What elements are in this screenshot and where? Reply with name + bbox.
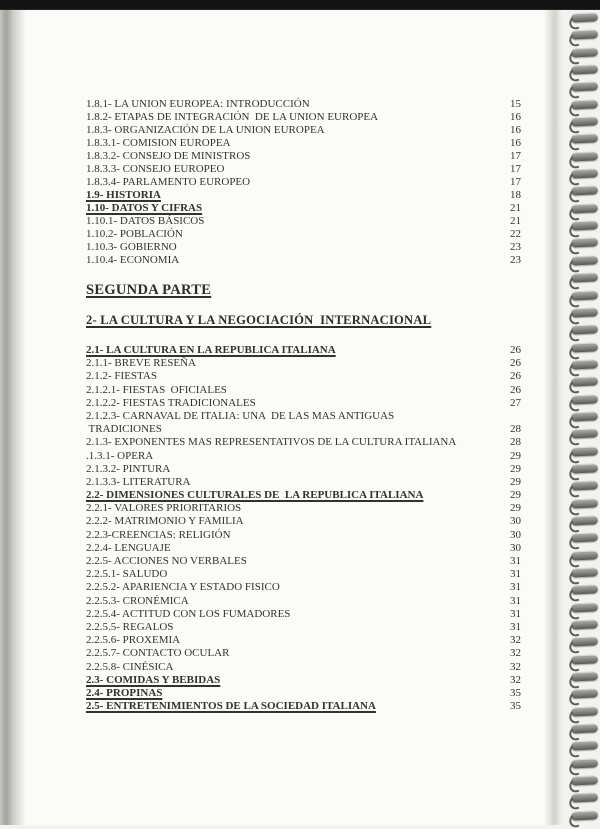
toc-entry	[86, 687, 560, 700]
toc-entry	[86, 241, 560, 254]
toc-entry-page-number: 21	[510, 215, 521, 227]
spiral-coil	[569, 810, 598, 822]
toc-entry-page-number: 16	[510, 137, 521, 149]
toc-entry	[86, 98, 560, 111]
spiral-coil	[569, 342, 598, 354]
toc-entry-page-number: 23	[510, 254, 521, 266]
toc-entry-label: .1.3.1- OPERA	[86, 449, 154, 462]
toc-entry	[86, 529, 560, 542]
toc-entry-label: 2.2.5.4- ACTITUD CON LOS FUMADORES	[86, 607, 291, 620]
spiral-coil	[569, 602, 598, 614]
scan-top-edge	[0, 0, 600, 10]
toc-entry-label: 1.10.2- POBLACIÓN	[86, 228, 183, 240]
chapter-heading: 2- LA CULTURA Y LA NEGOCIACIÓN INTERNACIONAL	[86, 313, 432, 327]
toc-entry-page-number: 35	[510, 700, 521, 713]
toc-entry-label: 1.10.4- ECONOMIA	[86, 254, 180, 266]
spiral-coil	[569, 567, 598, 579]
toc-entry	[86, 189, 560, 202]
toc-entry	[86, 489, 560, 502]
toc-entry-label: 2.2.2- MATRIMONIO Y FAMILIA	[86, 515, 244, 528]
toc-entry-label: 2.2.5.3- CRONÉMICA	[86, 594, 189, 607]
toc-entry-page-number: 18	[510, 189, 521, 201]
spiral-coil	[569, 134, 598, 146]
toc-entry-label: 1.8.3- ORGANIZACIÓN DE LA UNION EUROPEA	[86, 124, 325, 136]
toc-entry	[86, 176, 560, 189]
toc-entry	[86, 700, 560, 713]
spiral-coil	[569, 428, 598, 440]
spiral-coil	[569, 151, 598, 163]
toc-entry	[86, 357, 560, 370]
toc-entry	[86, 476, 560, 489]
spiral-coil	[569, 290, 598, 302]
spiral-coil	[569, 203, 598, 215]
toc-entry	[86, 674, 560, 687]
spiral-coil	[569, 411, 598, 423]
toc-entry	[86, 254, 560, 267]
spiral-coil	[569, 550, 598, 562]
toc-entry-page-number: 29	[510, 502, 521, 515]
toc-entry-label: 2.1.2.2- FIESTAS TRADICIONALES	[86, 396, 256, 409]
spiral-coil	[569, 186, 598, 198]
toc-entry-page-number: 26	[510, 357, 521, 370]
toc-entry	[86, 502, 560, 515]
toc-entry	[86, 661, 560, 674]
toc-entry-label: 1.8.3.1- COMISION EUROPEA	[86, 137, 231, 149]
toc-block-1	[86, 98, 560, 267]
part-heading: SEGUNDA PARTE	[86, 282, 212, 298]
toc-entry-label: 1.8.2- ETAPAS DE INTEGRACIÓN DE LA UNION EUROPEA	[86, 111, 379, 123]
toc-entry	[86, 595, 560, 608]
toc-entry-label: 2.1.3.2- PINTURA	[86, 462, 171, 475]
spiral-coil	[569, 585, 598, 597]
toc-entry-label: 2.2.5.1- SALUDO	[86, 568, 168, 581]
spiral-coil	[569, 515, 598, 527]
toc-entry	[86, 515, 560, 528]
toc-entry-page-number: 31	[510, 555, 521, 567]
spiral-coil	[569, 758, 598, 770]
toc-entry-page-number: 32	[510, 634, 521, 647]
toc-entry-label: 2.3- COMIDAS Y BEBIDAS	[86, 673, 221, 686]
toc-entry-label: 1.10.1- DATOS BÁSICOS	[86, 215, 205, 227]
toc-entry-label: 2.1.2.1- FIESTAS OFICIALES	[86, 383, 227, 396]
toc-entry-label: 2.5- ENTRETENIMIENTOS DE LA SOCIEDAD ITALIANA	[86, 700, 376, 713]
toc-entry-page-number: 26	[510, 383, 521, 396]
toc-entry	[86, 384, 560, 397]
toc-entry	[86, 202, 560, 215]
toc-entry	[86, 344, 560, 357]
toc-entry	[86, 555, 560, 568]
toc-entry-page-number: 30	[510, 515, 521, 528]
spiral-coil	[569, 689, 598, 701]
toc-entry-page-number: 28	[510, 423, 521, 436]
toc-entry	[86, 410, 560, 423]
toc-entry-page-number: 32	[510, 673, 521, 686]
spiral-coil	[569, 619, 598, 631]
toc-entry	[86, 463, 560, 476]
spiral-coil	[569, 47, 598, 59]
toc-entry-label: 1.8.3.2- CONSEJO DE MINISTROS	[86, 150, 251, 162]
toc-entry-label: 2.2.5.2- APARIENCIA Y ESTADO FISICO	[86, 581, 280, 594]
toc-entry-label: 2.1.3.3- LITERATURA	[86, 475, 191, 488]
toc-entry	[86, 450, 560, 463]
spiral-coil	[569, 775, 598, 787]
toc-entry-label: 2.2.5.8- CINÉSICA	[86, 660, 174, 673]
toc-entry	[86, 137, 560, 150]
toc-entry-label: 2.2- DIMENSIONES CULTURALES DE LA REPUBLICA ITALIANA	[86, 489, 424, 502]
toc-entry-label: 1.9- HISTORIA	[86, 189, 161, 201]
toc-entry	[86, 228, 560, 241]
toc-entry-label: 2.1.1- BREVE RESEÑA	[86, 357, 196, 370]
spiral-coil	[569, 99, 598, 111]
spiral-coil	[569, 307, 598, 319]
spiral-coil	[569, 481, 598, 493]
toc-entry	[86, 621, 560, 634]
toc-entry	[86, 111, 560, 124]
toc-entry-label: 1.10.3- GOBIERNO	[86, 241, 177, 253]
toc-entry-page-number: 31	[510, 568, 521, 581]
toc-entry-page-number: 21	[510, 202, 521, 214]
toc-entry-page-number: 35	[510, 686, 521, 699]
spiral-coil	[569, 498, 598, 510]
toc-entry	[86, 124, 560, 137]
toc-entry-label: 2.2.5.6- PROXEMIA	[86, 634, 181, 647]
toc-entry	[86, 647, 560, 660]
spiral-coil	[569, 82, 598, 94]
spiral-coil	[569, 12, 598, 24]
toc-entry	[86, 150, 560, 163]
toc-entry-label: 2.1.2- FIESTAS	[86, 370, 157, 383]
toc-entry	[86, 568, 560, 581]
toc-entry-page-number: 30	[510, 541, 521, 554]
toc-entry-page-number: 29	[510, 475, 521, 488]
spiral-coil	[569, 723, 598, 735]
toc-entry-page-number: 31	[510, 594, 521, 607]
spiral-coil	[569, 376, 598, 388]
toc-entry	[86, 436, 560, 449]
spiral-coil	[569, 671, 598, 683]
spiral-coil	[569, 741, 598, 753]
toc-entry-label: 2.1.3- EXPONENTES MAS REPRESENTATIVOS DE LA CULTURA ITALIANA	[86, 436, 457, 449]
toc-entry-page-number: 26	[510, 370, 521, 383]
spiral-coil	[569, 793, 598, 805]
toc-entry-label: 1.8.3.3- CONSEJO EUROPEO	[86, 163, 225, 175]
toc-entry-label: 2.2.4- LENGUAJE	[86, 541, 171, 554]
toc-entry	[86, 397, 560, 410]
toc-entry-page-number: 17	[510, 176, 521, 188]
toc-entry	[86, 423, 560, 436]
spiral-binding	[569, 13, 599, 821]
spiral-coil	[569, 463, 598, 475]
spiral-coil	[569, 654, 598, 666]
toc-entry-page-number: 31	[510, 607, 521, 620]
spiral-coil	[569, 359, 598, 371]
toc-entry	[86, 542, 560, 555]
toc-entry-label: 2.2.1- VALORES PRIORITARIOS	[86, 502, 242, 515]
toc-entry	[86, 163, 560, 176]
toc-entry	[86, 581, 560, 594]
toc-entry-page-number: 22	[510, 228, 521, 240]
toc-entry-label: 2.2.3-CREENCIAS: RELIGIÓN	[86, 528, 231, 541]
spiral-coil	[569, 533, 598, 545]
toc-entry	[86, 634, 560, 647]
toc-entry	[86, 370, 560, 383]
toc-entry-page-number: 17	[510, 150, 521, 162]
toc-entry-page-number: 29	[510, 449, 521, 462]
toc-entry-label: 2.4- PROPINAS	[86, 686, 163, 699]
spiral-coil	[569, 220, 598, 232]
toc-entry-page-number: 16	[510, 111, 521, 123]
spiral-coil	[569, 324, 598, 336]
spiral-coil	[569, 255, 598, 267]
toc-entry-page-number: 15	[510, 98, 521, 110]
page-left-edge-shadow	[0, 9, 28, 825]
toc-entry-page-number: 26	[510, 344, 521, 356]
toc-entry-label: 1.8.1- LA UNION EUROPEA: INTRODUCCIÓN	[86, 98, 310, 110]
toc-block-2	[86, 344, 560, 713]
toc-entry-label: 1.8.3.4- PARLAMENTO EUROPEO	[86, 176, 251, 188]
spiral-coil	[569, 637, 598, 649]
toc-entry-label: 2.2.5- ACCIONES NO VERBALES	[86, 555, 247, 567]
spiral-coil	[569, 706, 598, 718]
toc-entry-label: TRADICIONES	[86, 423, 162, 436]
toc-entry-page-number: 16	[510, 124, 521, 136]
spiral-coil	[569, 394, 598, 406]
toc-entry	[86, 608, 560, 621]
toc-entry-label: 2.2.5.5- REGALOS	[86, 620, 174, 633]
toc-entry-page-number: 27	[510, 396, 521, 409]
spiral-coil	[569, 116, 598, 128]
toc-entry-page-number: 29	[510, 489, 521, 502]
spiral-coil	[569, 272, 598, 284]
toc-entry	[86, 215, 560, 228]
toc-entry-page-number: 29	[510, 462, 521, 475]
spiral-coil	[569, 446, 598, 458]
toc-entry-page-number: 31	[510, 620, 521, 633]
spiral-coil	[569, 168, 598, 180]
spiral-coil	[569, 30, 598, 42]
toc-entry-page-number: 28	[510, 436, 521, 449]
toc-entry-page-number: 32	[510, 647, 521, 660]
spiral-coil	[569, 64, 598, 76]
spiral-coil	[569, 238, 598, 250]
toc-entry-label: 1.10- DATOS Y CIFRAS	[86, 202, 203, 214]
toc-entry-label: 2.2.5.7- CONTACTO OCULAR	[86, 647, 230, 660]
toc-entry-page-number: 17	[510, 163, 521, 175]
toc-entry-label: 2.1.2.3- CARNAVAL DE ITALIA: UNA DE LAS MAS ANTIGUAS	[86, 409, 395, 422]
toc-entry-page-number: 31	[510, 581, 521, 594]
toc-entry-page-number: 23	[510, 241, 521, 253]
toc-entry-page-number: 30	[510, 528, 521, 541]
toc-entry-page-number: 32	[510, 660, 521, 673]
toc-entry-label: 2.1- LA CULTURA EN LA REPUBLICA ITALIANA	[86, 344, 336, 356]
